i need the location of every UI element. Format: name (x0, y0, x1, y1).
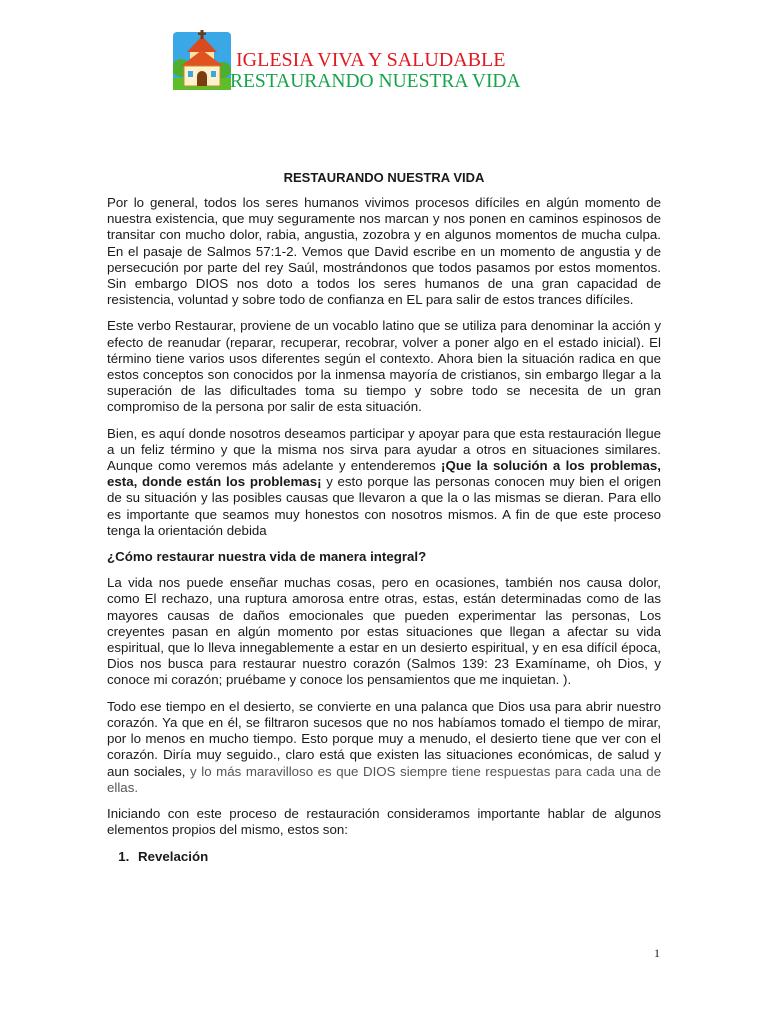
header-title: IGLESIA VIVA Y SALUDABLE (236, 49, 506, 71)
document-title: RESTAURANDO NUESTRA VIDA (283, 170, 485, 185)
paragraph: Iniciando con este proceso de restauración consideramos importante hablar de algunos elementos propios del mismo, estos son: (107, 805, 661, 838)
page-number: 1 (654, 946, 660, 960)
paragraph-text: y esto porque las personas conocen muy bien el origen de su situación y las posibles causas que llevaron a que la o las mismas se dieran. Para ello es importante que seamos muy honestos con nosotros mismos. A fin de que este proceso tenga la orientación debida (107, 474, 661, 538)
bold-phrase: ¡Que la solución a los problemas, esta, donde están los problemas¡ (107, 458, 661, 490)
church-logo-icon (173, 30, 231, 92)
document-body (107, 195, 661, 866)
paragraph (107, 699, 661, 796)
paragraph: Este verbo Restaurar, proviene de un vocablo latino que se utiliza para denominar la acción y efecto de reanudar (reparar, recuperar, recobrar, volver a poner algo en el estado inicial). El término tiene varios usos diferentes según el contexto. Ahora bien la situación radica en que estos conceptos son conocidos por la inmensa mayoría de cristianos, sin embargo llegar a la superación de las dificultades toma su tiempo y sobre todo se necesita de un gran compromiso de la persona por salir de esta situación. (107, 318, 661, 415)
header-subtitle: RESTAURANDO NUESTRA VIDA (230, 71, 521, 92)
paragraph-text-highlight: y lo más maravilloso es que DIOS siempre tiene respuestas para cada una de ellas. (107, 763, 662, 795)
paragraph-text: Bien, es aquí donde nosotros deseamos participar y apoyar para que esta restauración llegue a un feliz término y que la misma nos sirva para ayudar a otros en situaciones similares. Aunque como veremos más adelante y entenderemos (107, 425, 661, 474)
paragraph (107, 426, 661, 539)
paragraph: La vida nos puede enseñar muchas cosas, pero en ocasiones, también nos causa dolor, como El rechazo, una ruptura amorosa entre otras, estas, están determinadas como de las mayores causas de daños emocionales que pueden experimentar las personas, Los creyentes pasan en algún momento por estas situaciones que llegan a afectar su vida espiritual, que lo lleva innegablemente a estar en un desierto espiritual, y en esa difícil época, Dios nos busca para restaurar nuestro corazón (Salmos 139: 23 Examíname, oh Dios, y conoce mi corazón; pruébame y conoce los pensamientos que me inquietan. ). (107, 575, 661, 688)
paragraph-text: Todo ese tiempo en el desierto, se convierte en una palanca que Dios usa para abrir nuestro corazón. Ya que en él, se filtraron sucesos que no nos habíamos tomado el tiempo de mirar, por lo menos en mucho tiempo. Esto porque muy a menudo, el desierto tiene que ver con el corazón. Diría muy seguido., claro está que existen las situaciones económicas, de salud y aun sociales, (107, 698, 661, 779)
list-item: 1. Revelación (133, 849, 661, 865)
paragraph: Por lo general, todos los seres humanos vivimos procesos difíciles en algún momento de nuestra existencia, que muy seguramente nos marcan y nos ponen en caminos espinosos de transitar con mucho dolor, rabia, angustia, zozobra y en algunos momentos de mucha culpa. En el pasaje de Salmos 57:1-2. Vemos que David escribe en un momento de angustia y de persecución por parte del rey Saúl, mostrándonos que todos pasamos por estos momentos. Sin embargo DIOS nos doto a todos los seres humanos de una gran capacidad de resistencia, voluntad y sobre todo de confianza en EL para salir de estos trances difíciles. (107, 195, 661, 308)
numbered-list (107, 849, 661, 865)
section-heading: ¿Cómo restaurar nuestra vida de manera integral? (107, 549, 427, 565)
